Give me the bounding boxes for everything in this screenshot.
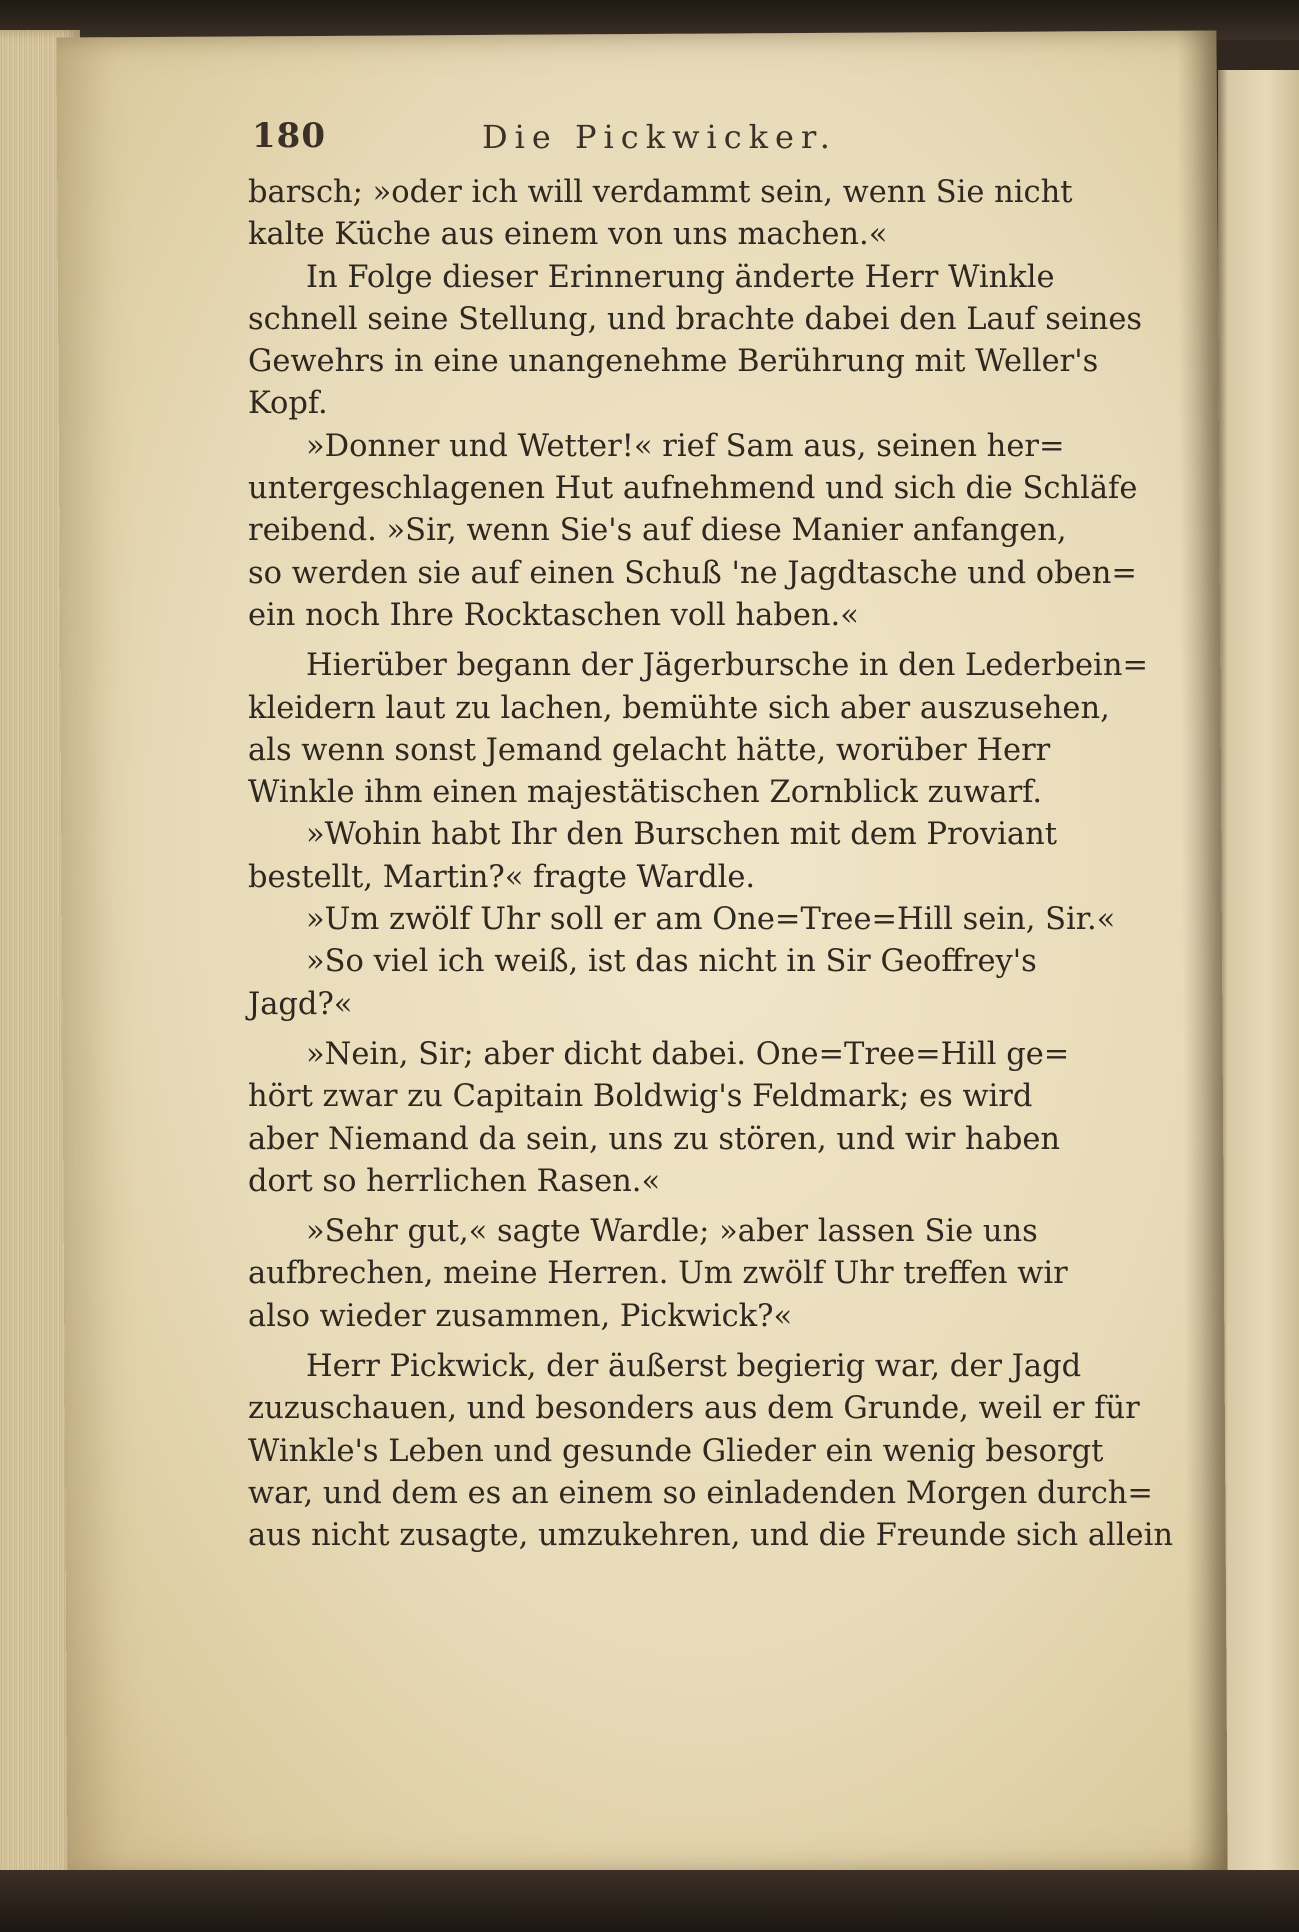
running-head: Die Pickwicker. [482,118,837,156]
text-line: »Donner und Wetter!« rief Sam aus, seinen her= [306,428,1065,464]
text-line: Jagd?« [248,986,353,1022]
page-header [252,116,992,176]
text-line: kleidern laut zu lachen, bemühte sich aber auszusehen, [248,690,1110,726]
text-line: In Folge dieser Erinnerung änderte Herr Winkle [306,259,1055,295]
text-line: Herr Pickwick, der äußerst begierig war, der Jagd [306,1349,1082,1385]
text-line: aber Niemand da sein, uns zu stören, und wir haben [248,1121,1061,1157]
text-line: Gewehrs in eine unangenehme Berührung mit Weller's [248,344,1099,380]
text-line: so werden sie auf einen Schuß 'ne Jagdtasche und oben= [248,555,1137,591]
text-line: war, und dem es an einem so einladenden Morgen durch= [248,1475,1153,1511]
text-line: aus nicht zusagte, umzukehren, und die Freunde sich allein [248,1518,1173,1554]
facing-page-edge [1218,70,1299,1870]
text-line: Kopf. [248,386,328,422]
body-text [248,172,1173,1558]
text-line: Winkle ihm einen majestätischen Zornblick zuwarf. [248,775,1043,811]
text-line: kalte Küche aus einem von uns machen.« [248,217,888,253]
text-line: zuzuschauen, und besonders aus dem Grunde, weil er für [248,1391,1140,1427]
text-line: untergeschlagenen Hut aufnehmend und sich die Schläfe [248,471,1138,507]
page-number: 180 [252,116,326,156]
text-line: barsch; »oder ich will verdammt sein, wenn Sie nicht [248,175,1073,210]
text-line: »Sehr gut,« sagte Wardle; »aber lassen Sie uns [306,1214,1038,1250]
text-line: ein noch Ihre Rocktaschen voll haben.« [248,597,859,633]
text-line: dort so herrlichen Rasen.« [248,1163,661,1199]
text-line: Winkle's Leben und gesunde Glieder ein wenig besorgt [248,1433,1104,1469]
text-line: hört zwar zu Capitain Boldwig's Feldmark; es wird [248,1079,1033,1115]
text-line: »Um zwölf Uhr soll er am One=Tree=Hill sein, Sir.« [306,902,1116,938]
text-line: aufbrechen, meine Herren. Um zwölf Uhr treffen wir [248,1256,1068,1292]
book-cover-bottom-edge [0,1870,1299,1932]
text-line: bestellt, Martin?« fragte Wardle. [248,859,756,895]
text-line: als wenn sonst Jemand gelacht hätte, worüber Herr [248,732,1051,768]
text-line: also wieder zusammen, Pickwick?« [248,1298,793,1334]
text-line: »Nein, Sir; aber dicht dabei. One=Tree=Hill ge= [306,1036,1070,1072]
text-line: »So viel ich weiß, ist das nicht in Sir Geoffrey's [306,944,1037,980]
text-line: reibend. »Sir, wenn Sie's auf diese Manier anfangen, [248,513,1067,549]
text-line: Hierüber begann der Jägerbursche in den Lederbein= [306,648,1149,684]
text-line: »Wohin habt Ihr den Burschen mit dem Proviant [306,817,1057,853]
text-line: schnell seine Stellung, und brachte dabei den Lauf seines [248,301,1143,337]
